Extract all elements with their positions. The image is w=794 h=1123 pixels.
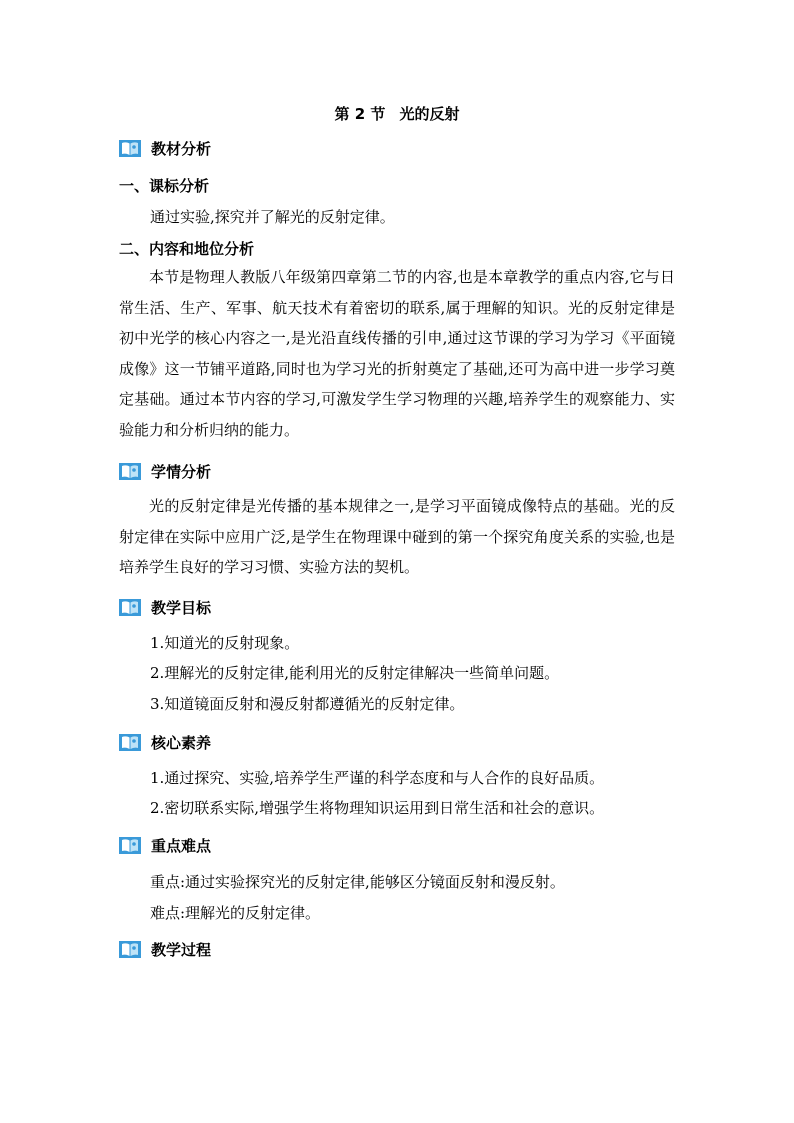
literacy-item: 2.密切联系实际,增强学生将物理知识运用到日常生活和社会的意识。: [150, 799, 605, 817]
content-paragraph: [119, 262, 675, 445]
section-heading-literacy: [119, 731, 211, 753]
section-label: 教学目标: [151, 598, 212, 617]
section-label: 核心素养: [151, 733, 212, 752]
section-label: 教材分析: [151, 139, 212, 158]
section-label: 重点难点: [151, 836, 212, 855]
section-heading-students: [119, 460, 211, 482]
literacy-item: 1.通过探究、实验,培养学生严谨的科学态度和与人合作的良好品质。: [150, 769, 605, 787]
section-heading-process: [119, 938, 211, 960]
curriculum-text: 通过实验,探究并了解光的反射定律。: [150, 208, 395, 226]
section-label: 教学过程: [151, 940, 212, 959]
section-label: 学情分析: [151, 462, 212, 481]
open-book-icon: [119, 835, 141, 855]
key-point: 重点:通过实验探究光的反射定律,能够区分镜面反射和漫反射。: [150, 873, 565, 891]
section-heading-textbook: [119, 137, 211, 159]
page-title: [0, 103, 794, 124]
section-heading-keypoints: [119, 834, 211, 856]
lesson-name: 光的反射: [399, 105, 460, 123]
difficult-point: 难点:理解光的反射定律。: [150, 904, 321, 922]
section-number: 第 2 节: [334, 105, 386, 123]
students-paragraph: [119, 491, 675, 583]
open-book-icon: [119, 939, 141, 959]
goal-item: 2.理解光的反射定律,能利用光的反射定律解决一些简单问题。: [150, 664, 560, 682]
open-book-icon: [119, 732, 141, 752]
section-heading-goals: [119, 596, 211, 618]
subheading-content: 二、内容和地位分析: [119, 240, 255, 258]
content-text: 本节是物理人教版八年级第四章第二节的内容,也是本章教学的重点内容,它与日常生活、生产、军事、航天技术有着密切的联系,属于理解的知识。光的反射定律是初中光学的核心内容之一,是光沿直线传播的引申,通过这节课的学习为学习《平面镜成像》这一节铺平道路,同时也为学习光的折射奠定了基础,还可为高中进一步学习奠定基础。通过本节内容的学习,可激发学生学习物理的兴趣,培养学生的观察能力、实验能力和分析归纳的能力。: [119, 268, 675, 439]
subheading-curriculum: 一、课标分析: [119, 177, 210, 195]
open-book-icon: [119, 461, 141, 481]
open-book-icon: [119, 597, 141, 617]
open-book-icon: [119, 138, 141, 158]
students-text: 光的反射定律是光传播的基本规律之一,是学习平面镜成像特点的基础。光的反射定律在实际中应用广泛,是学生在物理课中碰到的第一个探究角度关系的实验,也是培养学生良好的学习习惯、实验方法的契机。: [119, 497, 675, 576]
goal-item: 1.知道光的反射现象。: [150, 634, 300, 652]
goal-item: 3.知道镜面反射和漫反射都遵循光的反射定律。: [150, 695, 465, 713]
